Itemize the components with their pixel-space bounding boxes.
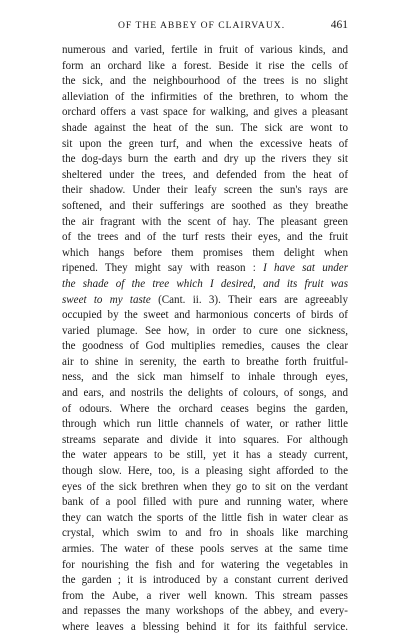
text-run: varied plumage. See how, in order to cure one sickness,: [62, 324, 348, 337]
italic-text: the shade of the tree which I desired, and its fruit was: [62, 277, 348, 290]
text-line: [62, 152, 348, 168]
text-run: and ears, and nostrils the delights of colours, of songs, and: [62, 387, 348, 400]
text-run: eyes of the sick brethren when they go to sit on the verdant: [62, 480, 348, 493]
text-line: [62, 230, 348, 246]
text-line: [62, 620, 348, 636]
text-line: [62, 402, 348, 418]
text-line: [62, 573, 348, 589]
text-run: streams separate and divide it into squares. For although: [62, 433, 348, 446]
text-line: [62, 542, 348, 558]
text-line: [62, 448, 348, 464]
text-line: [62, 526, 348, 542]
text-run: armies. The water of these pools serves at the same time: [62, 543, 348, 555]
body-text: [62, 43, 348, 636]
text-line: [62, 277, 348, 293]
text-line: [62, 370, 348, 386]
text-run: the sick, and the neighbourhood of the trees is no slight: [62, 75, 348, 88]
text-run: the dog-days burn the earth and dry up the rivers they sit: [62, 153, 348, 166]
text-run: the air fragrant with the scent of hay. The pleasant green: [62, 215, 348, 228]
text-run: they can watch the sports of the little fish in water clear as: [62, 511, 348, 524]
text-line: [62, 604, 348, 620]
text-line: [62, 261, 348, 277]
text-run: though slow. Here, too, is a pleasing sight afforded to the: [62, 465, 348, 478]
text-run: of odours. Where the orchard ceases begins the garden,: [62, 402, 348, 415]
text-run: for nourishing the fish and for watering the vegetables in: [62, 558, 348, 571]
text-run: shade against the heat of the sun. The sick are wont to: [62, 121, 348, 134]
running-title: OF THE ABBEY OF CLAIRVAUX.: [118, 20, 286, 31]
text-run: orchard offers a vast space for walking, and gives a pleasant: [62, 106, 348, 119]
text-run: which hangs before them promises them delight when: [62, 246, 348, 259]
text-line: [62, 324, 348, 340]
text-run: bank of a pool filled with pure and running water, where: [62, 496, 348, 509]
text-line: [62, 137, 348, 153]
text-run: through which run little channels of water, or rather little: [62, 418, 348, 431]
text-line: [62, 43, 348, 59]
text-line: [62, 464, 348, 480]
text-run: ness, and the sick man himself to inhale through eyes,: [62, 371, 348, 384]
text-run: and repasses the many workshops of the abbey, and every-: [62, 605, 348, 618]
text-line: [62, 59, 348, 75]
text-run: where leaves a blessing behind it for its faithful service.: [62, 620, 348, 633]
text-run: air to shine in serenity, the earth to breathe forth fruitful-: [62, 355, 348, 368]
italic-text: sweet to my taste: [62, 293, 151, 306]
text-run: softened, and their sufferings are soothed as they breathe: [62, 199, 348, 212]
text-line: [62, 168, 348, 184]
text-line: [62, 589, 348, 605]
text-line: [62, 495, 348, 511]
page-number: 461: [330, 19, 348, 31]
text-run: sit upon the green turf, and when the excessive heats of: [62, 137, 348, 150]
text-line: [62, 355, 348, 371]
text-run: occupied by the sweet and harmonious concerts of birds of: [62, 309, 348, 322]
text-line: [62, 293, 348, 309]
text-line: [62, 386, 348, 402]
text-line: [62, 215, 348, 231]
text-run: the goodness of God multiplies remedies, causes the clear: [62, 340, 348, 353]
text-line: [62, 480, 348, 496]
text-run: (Cant. ii. 3). Their ears are agreeably: [150, 293, 348, 306]
text-line: [62, 74, 348, 90]
italic-text: I have sat under: [263, 262, 348, 275]
text-line: [62, 121, 348, 137]
text-run: ripened. They might say with reason :: [62, 262, 264, 275]
text-line: [62, 199, 348, 215]
text-run: alleviation of the infirmities of the brethren, to whom the: [62, 90, 348, 103]
text-line: [62, 246, 348, 262]
text-line: [62, 558, 348, 574]
text-run: the garden ; it is introduced by a constant current derived: [62, 574, 348, 587]
text-run: sheltered under the trees, and defended from the heat of: [62, 168, 348, 181]
text-run: their shadow. Under their leafy screen the sun's rays are: [62, 184, 348, 197]
text-run: from the Aube, a river well known. This stream passes: [62, 589, 348, 602]
text-line: [62, 183, 348, 199]
text-run: of the trees and of the turf rests their eyes, and the fruit: [62, 231, 348, 244]
text-run: crystal, which swim to and fro in shoals like marching: [62, 527, 348, 540]
text-line: [62, 308, 348, 324]
text-line: [62, 417, 348, 433]
text-line: [62, 339, 348, 355]
text-run: form an orchard like a forest. Beside it rise the cells of: [62, 59, 348, 72]
running-head: [62, 20, 348, 34]
text-run: the water appears to be still, yet it has a steady current,: [62, 449, 348, 462]
text-line: [62, 105, 348, 121]
text-line: [62, 511, 348, 527]
text-run: numerous and varied, fertile in fruit of various kinds, and: [62, 44, 348, 56]
text-line: [62, 90, 348, 106]
text-line: [62, 433, 348, 449]
